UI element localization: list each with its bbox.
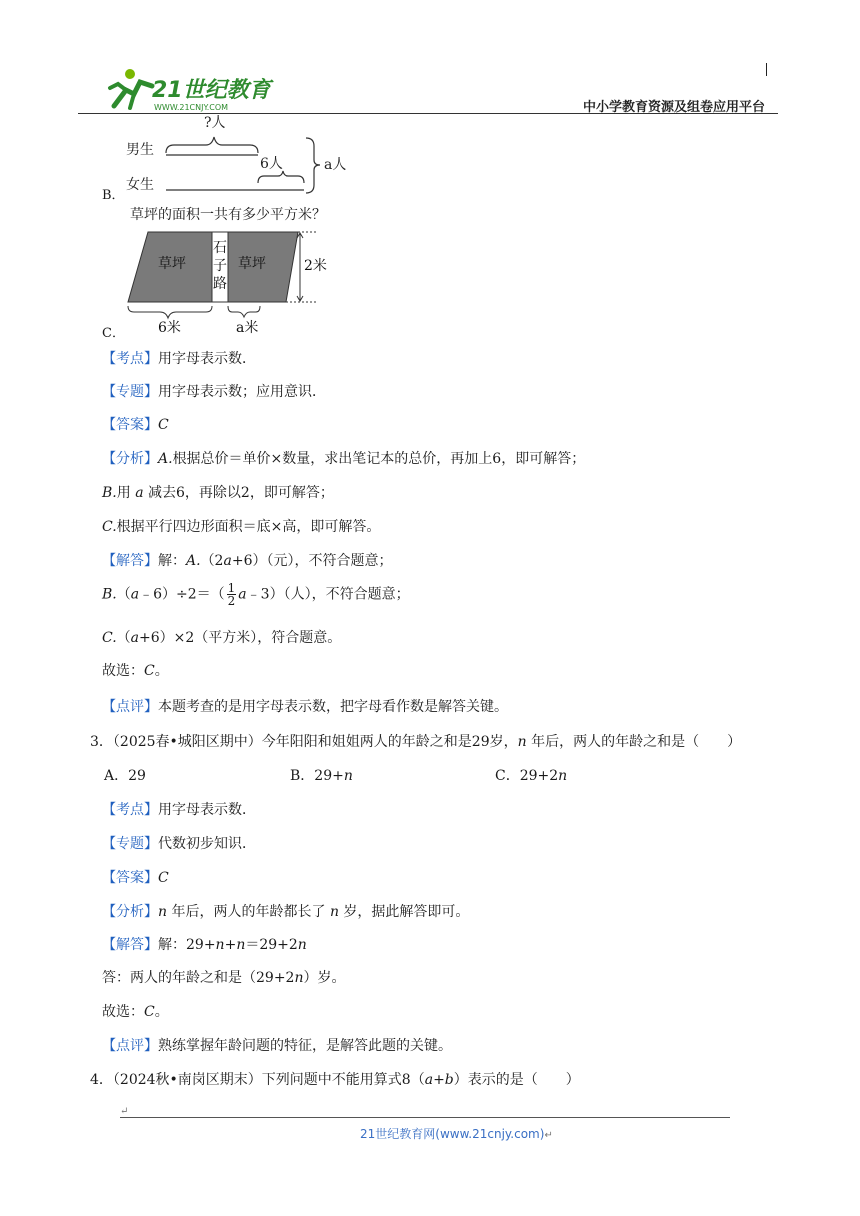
footer-divider	[120, 1117, 730, 1118]
path-char-1: 石	[213, 240, 227, 256]
logo	[104, 64, 274, 116]
q2-jieda-c: C.（a+6）×2（平方米），符合题意。	[102, 630, 342, 646]
q2-fenxi-c: C.根据平行四边形面积＝底×高，即可解答。	[102, 519, 381, 535]
q3-stem: 3．（2025春•城阳区期中）今年阳阳和姐姐两人的年龄之和是29岁，n 年后，两人的年龄之和是（ ）	[90, 734, 742, 750]
total-label: a人	[324, 157, 347, 173]
figure-c-question: 草坪的面积一共有多少平方米？	[130, 207, 326, 223]
lawn-left-label: 草坪	[158, 256, 186, 272]
width1-brace	[128, 306, 212, 318]
q3-dianping: 【点评】熟练掌握年龄问题的特征，是解答此题的关键。	[102, 1038, 452, 1054]
q3-answer-sentence: 答：两人的年龄之和是（29+2n）岁。	[102, 970, 346, 986]
q3-kaodian: 【考点】用字母表示数．	[102, 802, 256, 818]
q3-option-c: C．29+2n	[495, 768, 568, 784]
q3-fenxi: 【分析】n 年后，两人的年龄都长了 n 岁，据此解答即可。	[102, 904, 470, 920]
footer-return-mark: ↵	[120, 1106, 129, 1117]
width2-label: a米	[236, 320, 259, 336]
runner-icon	[110, 69, 152, 108]
lawn-right-label: 草坪	[238, 256, 266, 272]
footer-text: 21世纪教育网(www.21cnjy.com)↵	[360, 1127, 553, 1141]
q3-answer: 【答案】C	[102, 870, 169, 886]
figure-b-question-label: ?人	[204, 115, 226, 131]
boy-brace	[166, 137, 258, 153]
girl-label: 女生	[126, 177, 154, 193]
q2-jieda-a: 【解答】解：A.（2a+6）（元），不符合题意；	[102, 553, 393, 569]
q3-guxuan: 故选：C。	[102, 1004, 169, 1020]
six-brace	[258, 171, 304, 183]
q2-answer: 【答案】C	[102, 417, 169, 433]
logo-subtext: WWW.21CNJY.COM	[154, 103, 229, 112]
q2-jieda-b: B.（a﹣6）÷2＝（ $\frac{1}{2}$ a﹣3）（人），不符合题意；	[102, 581, 410, 608]
six-label: 6人	[260, 156, 283, 172]
text-cursor	[766, 63, 767, 76]
q2-fenxi-a: 【分析】A.根据总价＝单价×数量，求出笔记本的总价，再加上6，即可解答；	[102, 451, 586, 467]
q2-fenxi-b: B.用 a 减去6，再除以2，即可解答；	[102, 485, 334, 501]
total-brace	[306, 138, 320, 193]
q3-option-a: A．29	[104, 768, 146, 784]
path-char-2: 子	[213, 258, 227, 274]
q2-kaodian: 【考点】用字母表示数．	[102, 351, 256, 367]
height-label: 2米	[304, 258, 327, 274]
figure-b-diagram	[118, 113, 358, 203]
q4-stem: 4．（2024秋•南岗区期末）下列问题中不能用算式8（a+b）表示的是（ ）	[90, 1072, 580, 1088]
fraction-one-half: $\frac{1}{2}$	[227, 581, 236, 608]
q3-zhuanti: 【专题】代数初步知识．	[102, 836, 256, 852]
q2-zhuanti: 【专题】用字母表示数；应用意识．	[102, 384, 326, 400]
q3-jieda: 【解答】解：29+n+n＝29+2n	[102, 937, 307, 953]
q2-guxuan: 故选：C。	[102, 663, 169, 679]
width1-label: 6米	[158, 320, 181, 336]
path-char-3: 路	[213, 276, 227, 292]
logo-text: 21世纪教育	[152, 78, 271, 103]
figure-c-diagram	[118, 222, 348, 337]
boy-label: 男生	[126, 142, 154, 158]
q3-option-b: B．29+n	[290, 768, 353, 784]
option-b-letter: B．	[102, 188, 125, 203]
width2-brace	[228, 306, 260, 317]
platform-title: 中小学教育资源及组卷应用平台	[582, 100, 765, 115]
option-c-letter: C．	[102, 326, 125, 341]
q2-dianping: 【点评】本题考查的是用字母表示数，把字母看作数是解答关键。	[102, 699, 508, 715]
